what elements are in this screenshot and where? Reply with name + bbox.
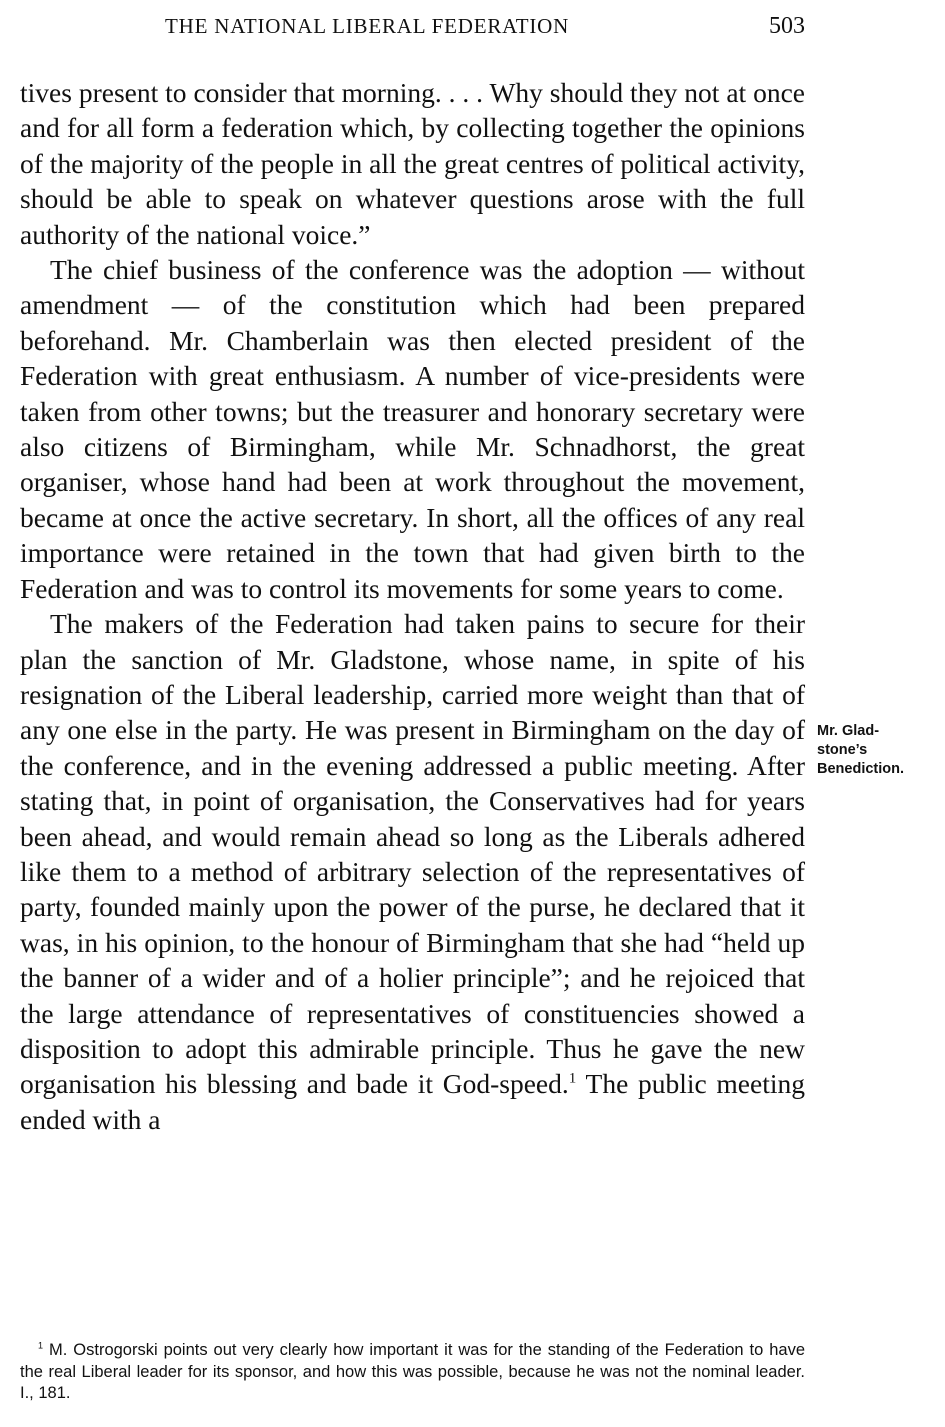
margin-note-line-3: Benediction.: [817, 761, 905, 777]
footnote-text: M. Ostrogorski points out very clearly how important it was for the standing of the Federation to have the real Liberal leader for its sponsor, and how this was possible, because he was not the nominal leader. I., 181.: [20, 1341, 805, 1402]
running-title: THE NATIONAL LIBERAL FEDERATION: [165, 14, 570, 38]
footnote-reference: 1: [568, 1070, 577, 1087]
paragraph-gladstone: [20, 606, 805, 1137]
paragraph-continuation: tives present to consider that morning. . . . Why should they not at once and for all form a federation which, by collecting together the opinions of the majority of the people in all the great centres of political activity, should be able to speak on whatever questions arose with the full authority of the national voice.”: [20, 77, 805, 250]
paragraph-gladstone-continuation: The public meeting ended with a: [20, 1068, 805, 1135]
margin-note: [817, 722, 942, 779]
page-number: 503: [769, 13, 805, 39]
running-header: [20, 10, 805, 42]
main-text: [20, 75, 805, 1137]
footnote: [20, 1340, 805, 1405]
margin-note-line-1: Mr. Glad-: [817, 723, 880, 739]
paragraph-conference: The chief business of the conference was the adoption — without amendment — of the constitution which had been prepared beforehand. Mr. Chamberlain was then elected president of the Federation with great enthusiasm. A number of vice-presidents were taken from other towns; but the treasurer and honorary secretary were also citizens of Birmingham, while Mr. Schnadhorst, the great organiser, whose hand had been at work throughout the movement, became at once the active secretary. In short, all the offices of any real importance were retained in the town that had given birth to the Federation and was to control its movements for some years to come.: [20, 254, 805, 604]
paragraph-gladstone-text: The makers of the Federation had taken pains to secure for their plan the sanction of Mr. Gladstone, whose name, in spite of his resignation of the Liberal leadership, carried more weight than that of any one else in the party. He was present in Birmingham on the day of the conference, and in the evening addressed a public meeting. After stating that, in point of organisation, the Conservatives had for years been ahead, and would remain ahead so long as the Liberals adhered like them to a method of arbitrary selection of the representatives of party, founded mainly upon the power of the purse, he declared that it was, in his opinion, to the honour of Birmingham that she had “held up the banner of a wider and of a holier principle”; and he rejoiced that the large attendance of representatives of constituencies showed a disposition to adopt this admirable principle. Thus he gave the new organisation his blessing and bade it God-speed.: [20, 608, 805, 1100]
footnote-marker: 1: [38, 1340, 44, 1351]
margin-note-line-2: stone’s: [817, 742, 868, 758]
